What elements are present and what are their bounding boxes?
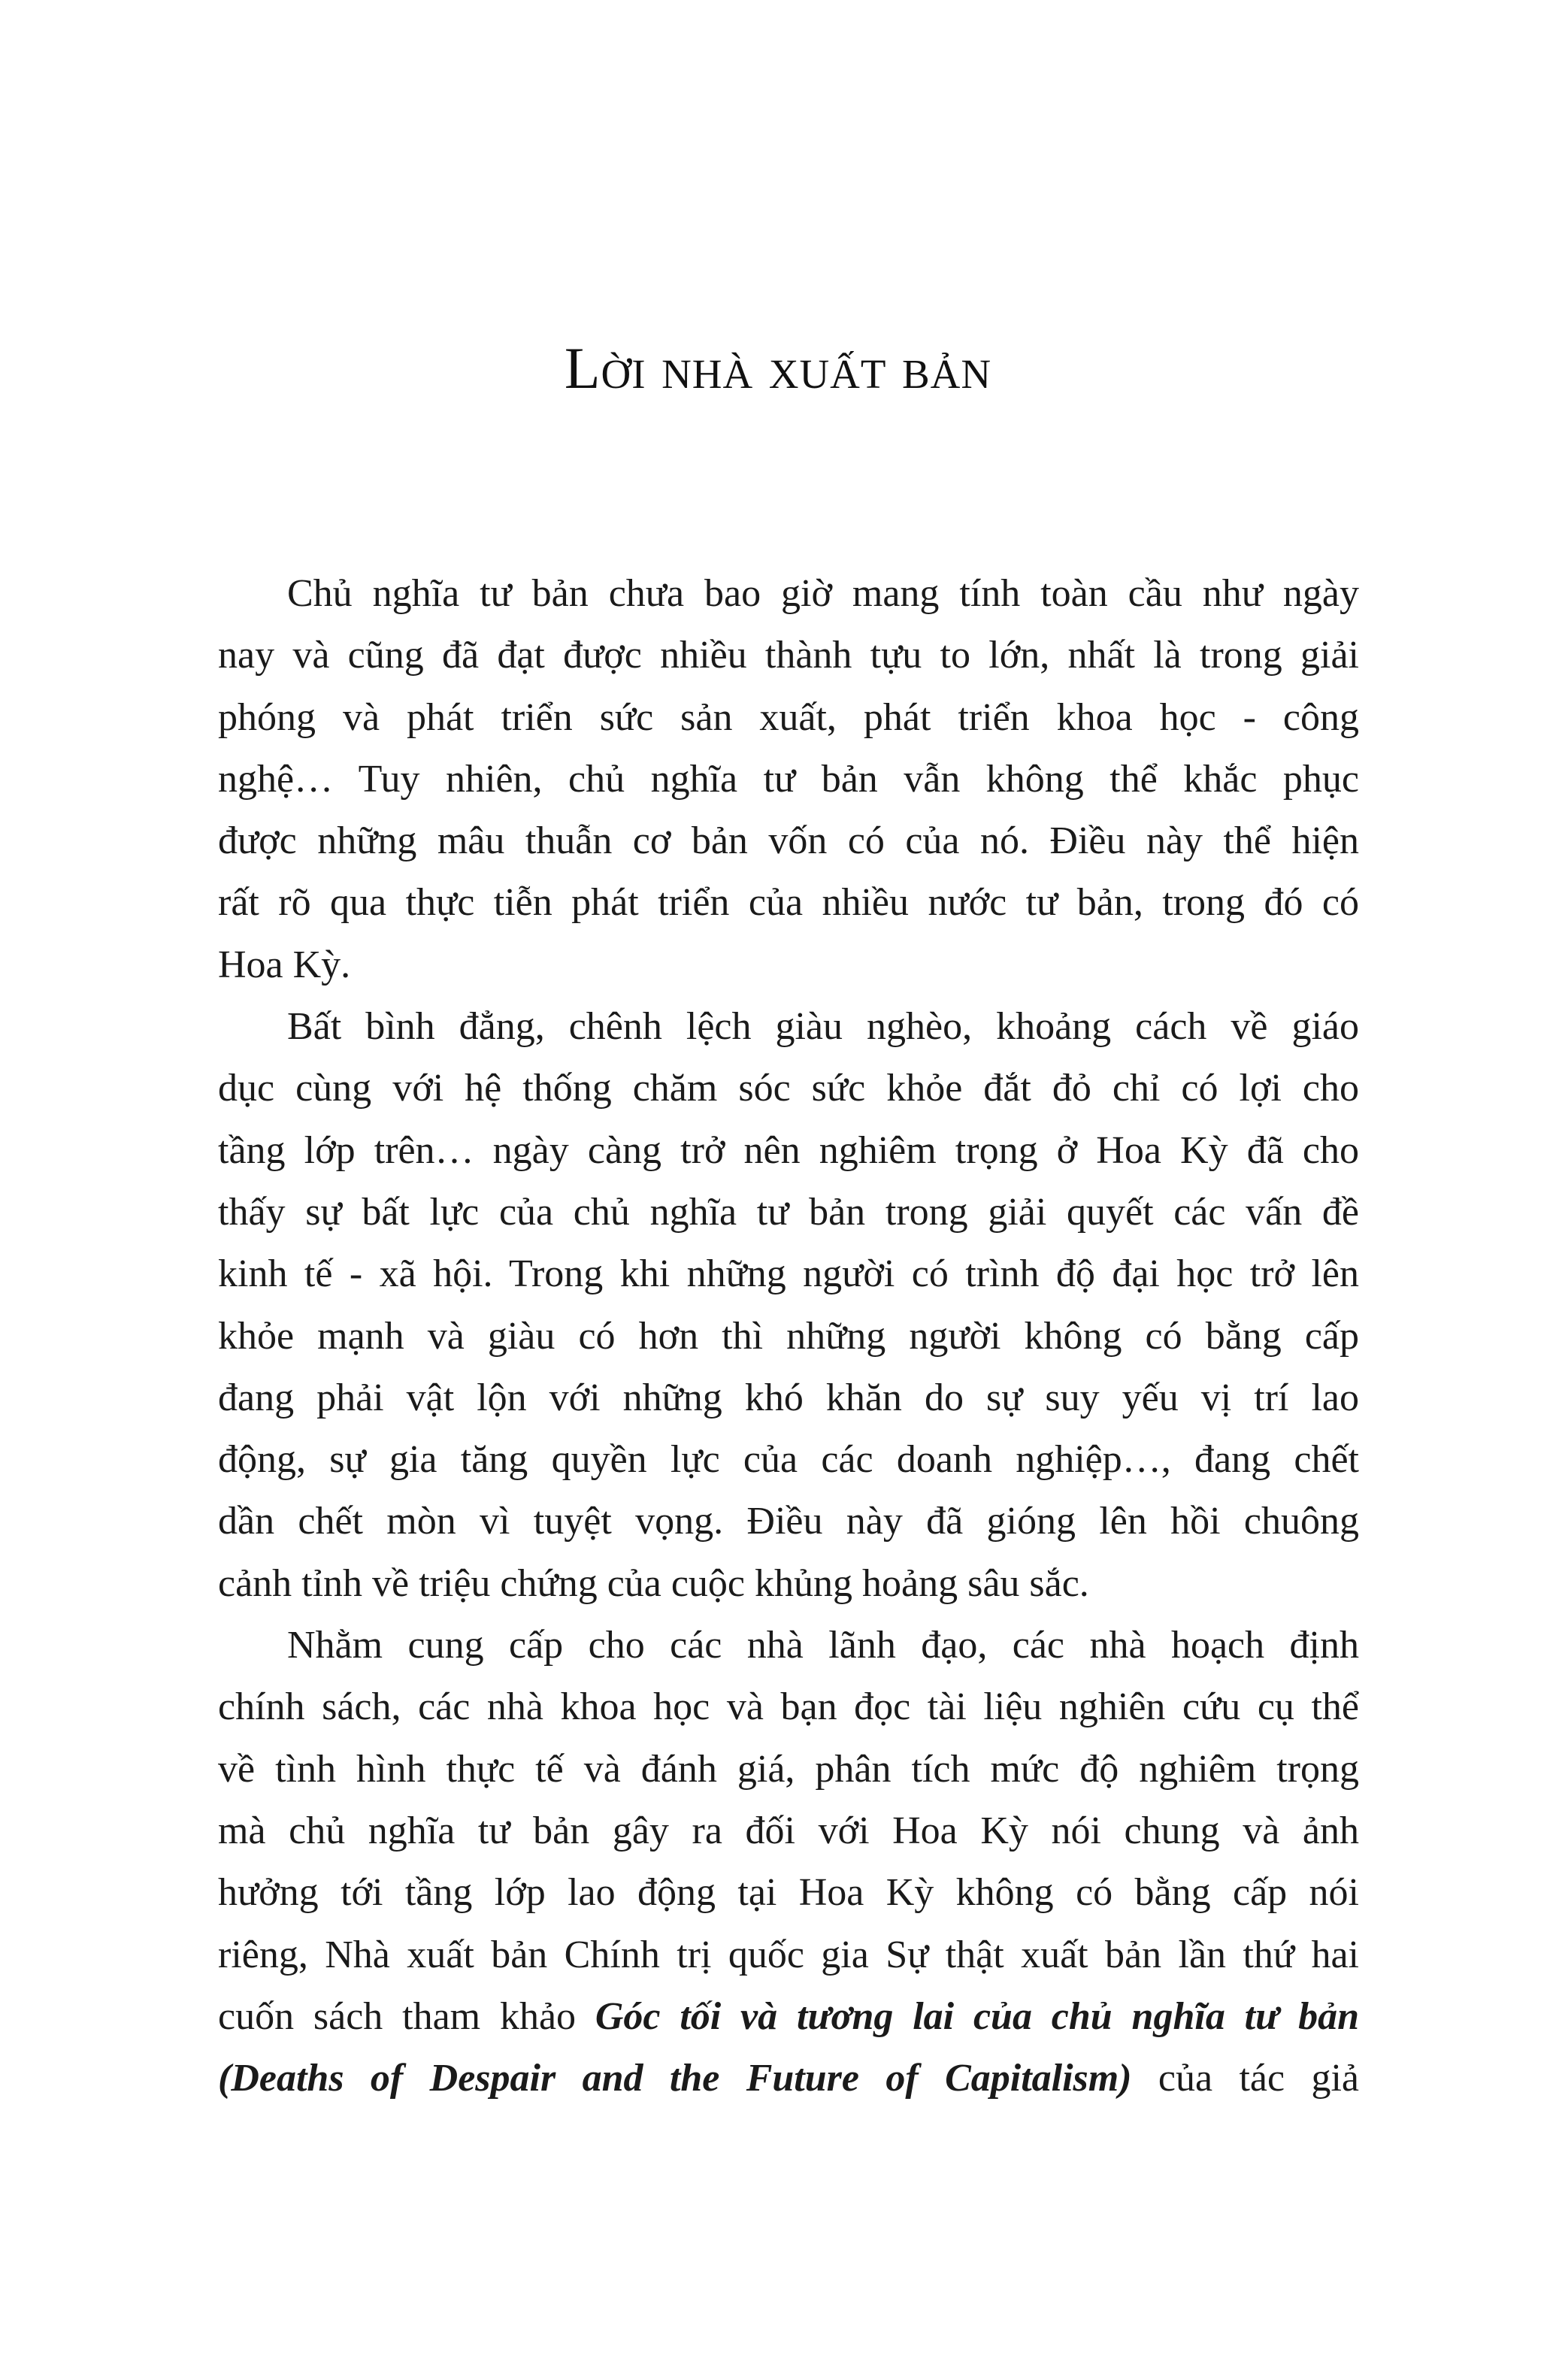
text-segment: dục cùng với hệ thống chăm sóc sức khỏe đắt đỏ chỉ có lợi cho [218,1067,1359,1110]
text-segment: riêng, Nhà xuất bản Chính trị quốc gia Sự thật xuất bản lần thứ hai [218,1933,1359,1976]
text-line [218,1491,1359,1552]
text-segment: tầng lớp trên… ngày càng trở nên nghiêm trọng ở Hoa Kỳ đã cho [218,1128,1359,1172]
text-line [218,1553,1359,1615]
text-segment: khỏe mạnh và giàu có hơn thì những người không có bằng cấp [218,1314,1359,1358]
text-segment: của tác giả [1131,2057,1359,2100]
text-line [218,1862,1359,1924]
text-line [218,1243,1359,1305]
text-line [218,1306,1359,1367]
book-title-emphasis: (Deaths of Despair and the Future of Capitalism) [218,2057,1132,2100]
body-text [218,563,1359,2109]
text-segment: dần chết mòn vì tuyệt vọng. Điều này đã gióng lên hồi chuông [218,1500,1359,1543]
text-segment: hưởng tới tầng lớp lao động tại Hoa Kỳ không có bằng cấp nói [218,1871,1359,1915]
text-segment: Bất bình đẳng, chênh lệch giàu nghèo, khoảng cách về giáo [287,1005,1359,1049]
text-segment: nay và cũng đã đạt được nhiều thành tựu to lớn, nhất là trong giải [218,634,1359,677]
text-line [218,872,1359,934]
text-line [218,810,1359,872]
text-line [218,1924,1359,1986]
text-line [218,996,1359,1058]
text-segment: mà chủ nghĩa tư bản gây ra đối với Hoa Kỳ nói chung và ảnh [218,1809,1359,1852]
text-line [218,1676,1359,1738]
text-segment: động, sự gia tăng quyền lực của các doanh nghiệp…, đang chết [218,1438,1359,1482]
text-segment: đang phải vật lộn với những khó khăn do sự suy yếu vị trí lao [218,1376,1359,1419]
text-line [218,1058,1359,1119]
text-line [218,1367,1359,1429]
text-line [218,749,1359,810]
text-line [218,687,1359,749]
text-segment: rất rõ qua thực tiễn phát triển của nhiều nước tư bản, trong đó có [218,881,1359,925]
text-segment: Hoa Kỳ. [218,943,351,986]
text-line [218,563,1359,625]
book-title-emphasis: Góc tối và tương lai của chủ nghĩa tư bản [595,1994,1360,2038]
text-line [218,1615,1359,1676]
text-line [218,1429,1359,1491]
text-line [218,1800,1359,1862]
text-segment: phóng và phát triển sức sản xuất, phát triển khoa học - công [218,695,1359,739]
text-segment: được những mâu thuẫn cơ bản vốn có của nó. Điều này thể hiện [218,819,1359,863]
text-segment: cảnh tỉnh về triệu chứng của cuộc khủng hoảng sâu sắc. [218,1561,1089,1605]
text-segment: kinh tế - xã hội. Trong khi những người có trình độ đại học trở lên [218,1252,1359,1296]
text-line [218,1120,1359,1182]
text-line [218,625,1359,686]
text-segment: Nhằm cung cấp cho các nhà lãnh đạo, các nhà hoạch định [287,1624,1359,1667]
page-title: Lời nhà xuất bản [564,335,992,401]
text-segment: nghệ… Tuy nhiên, chủ nghĩa tư bản vẫn không thể khắc phục [218,757,1359,801]
text-segment: Chủ nghĩa tư bản chưa bao giờ mang tính toàn cầu như ngày [287,572,1359,615]
text-segment: chính sách, các nhà khoa học và bạn đọc tài liệu nghiên cứu cụ thể [218,1685,1359,1729]
text-line [218,1182,1359,1243]
text-line [218,2048,1359,2109]
text-segment: cuốn sách tham khảo [218,1994,595,2038]
text-line [218,1986,1359,2048]
text-segment: thấy sự bất lực của chủ nghĩa tư bản trong giải quyết các vấn đề [218,1190,1359,1234]
text-line [218,1739,1359,1800]
text-line [218,934,1359,996]
text-segment: về tình hình thực tế và đánh giá, phân tích mức độ nghiêm trọng [218,1747,1359,1791]
